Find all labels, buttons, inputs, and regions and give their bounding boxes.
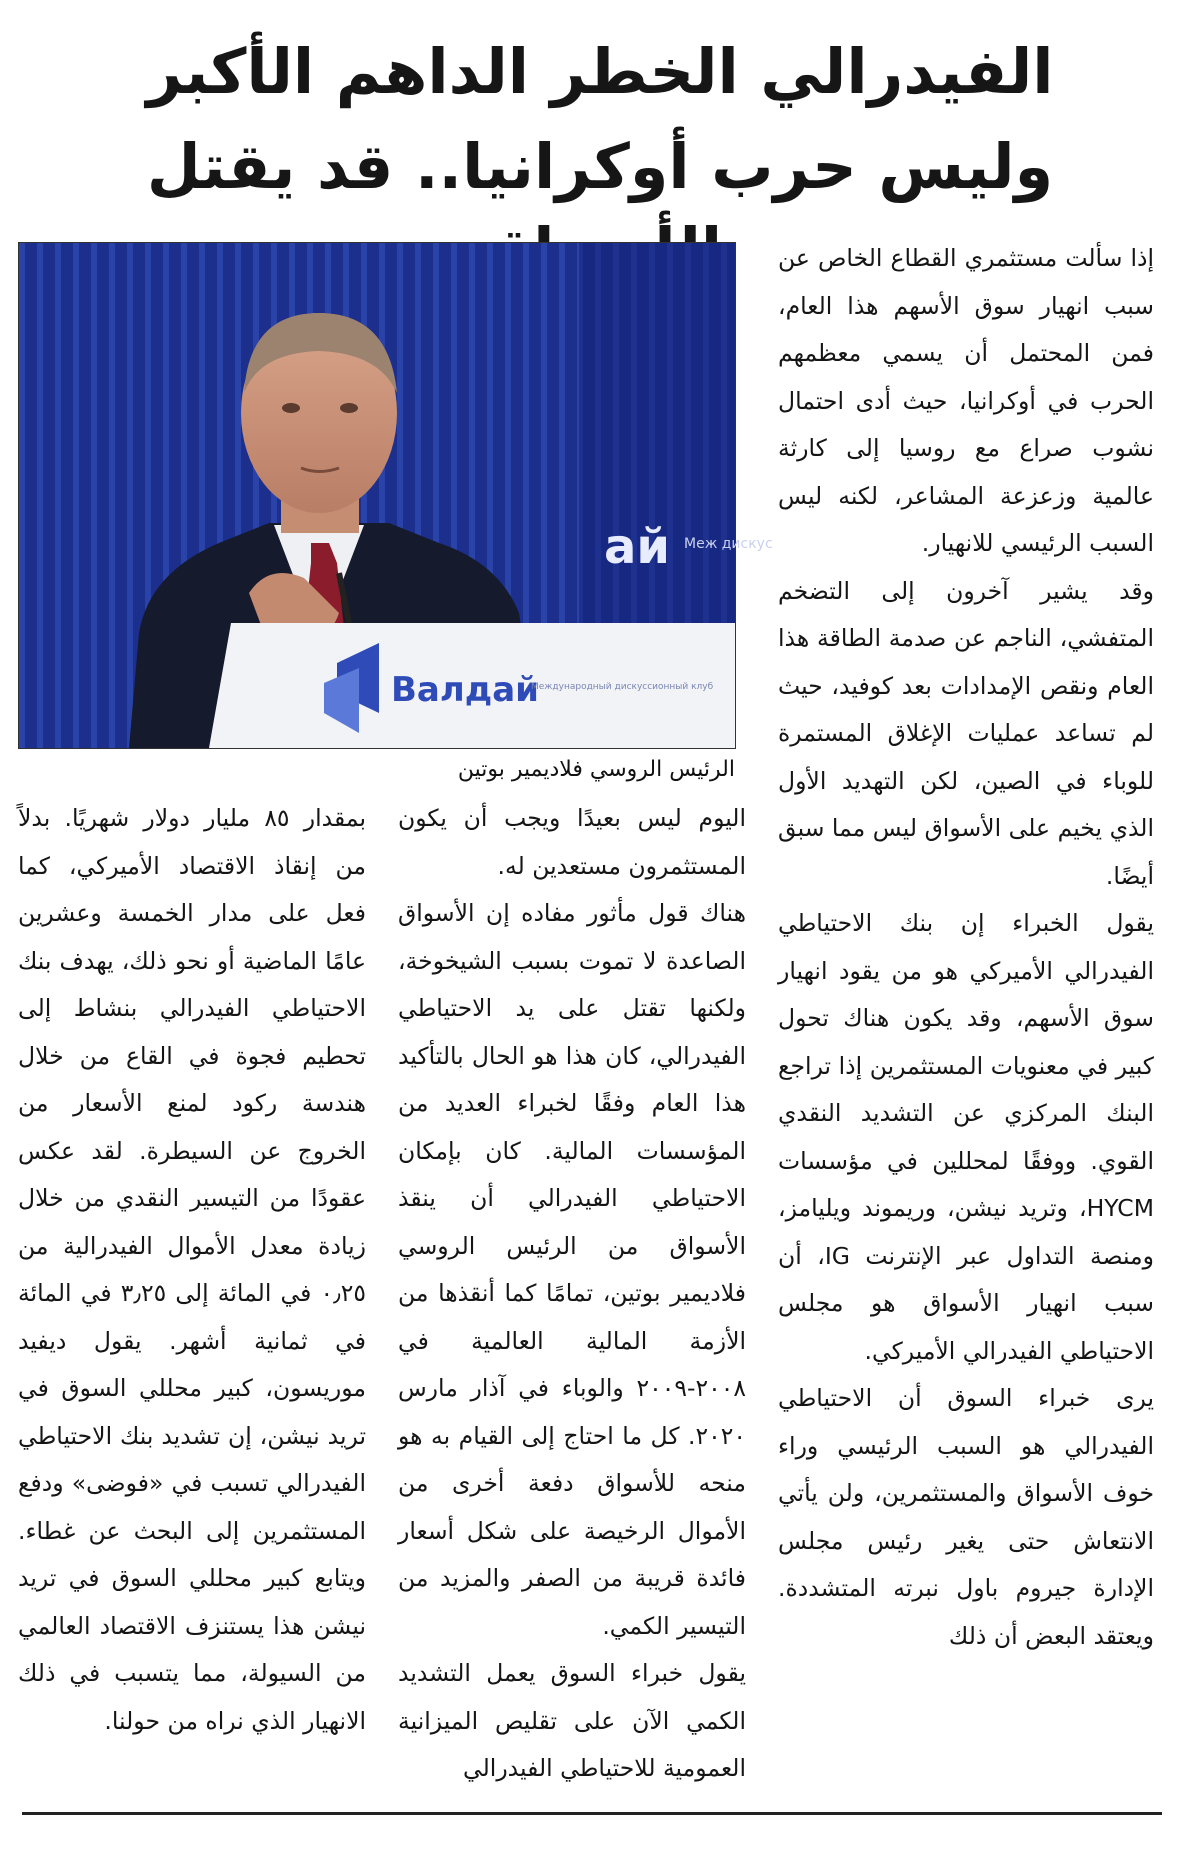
podium-logo-text: Валдай xyxy=(391,670,539,710)
article-column-left xyxy=(18,795,366,1745)
article-column-middle xyxy=(398,795,746,1793)
paragraph: إذا سألت مستثمري القطاع الخاص عن سبب انهيار سوق الأسهم هذا العام، فمن المحتمل أن يسمي معظمهم الحرب في أوكرانيا، حيث أدى احتمال نشوب صراع مع روسيا إلى كارثة عالمية وزعزعة المشاعر، لكنه ليس السبب الرئيسي للانهيار. xyxy=(778,244,1154,557)
paragraph: هناك قول مأثور مفاده إن الأسواق الصاعدة لا تموت بسبب الشيخوخة، ولكنها تقتل على يد الاحتياطي الفيدرالي، كان هذا هو الحال بالتأكيد هذا العام وفقًا لخبراء العديد من المؤسسات المالية. كان بإمكان الاحتياطي الفيدرالي أن ينقذ الأسواق من الرئيس الروسي فلاديمير بوتين، تمامًا كما أنقذها من الأزمة المالية العالمية في ٢٠٠٨-٢٠٠٩ والوباء في آذار مارس ٢٠٢٠. كل ما احتاج إلى القيام به هو منحه للأسواق دفعة أخرى من الأموال الرخيصة على شكل أسعار فائدة قريبة من الصفر والمزيد من التيسير الكمي. xyxy=(398,899,746,1640)
podium-subtext: Международный дискуссионный клуб xyxy=(531,682,714,692)
paragraph: وقد يشير آخرون إلى التضخم المتفشي، الناجم عن صدمة الطاقة هذا العام ونقص الإمدادات بعد كوفيد، حيث لم تساعد عمليات الإغلاق المستمرة للوباء في الصين، لكن التهديد الأول الذي يخيم على الأسواق ليس مما سبق أيضًا. xyxy=(778,576,1154,890)
headline-line-1: الفيدرالي الخطر الداهم الأكبر xyxy=(146,35,1054,108)
paragraph: يقول خبراء السوق يعمل التشديد الكمي الآن على تقليص الميزانية العمومية للاحتياطي الفيدرالي xyxy=(398,1659,746,1782)
backdrop-logo-text: ай xyxy=(604,519,671,575)
paragraph: يرى خبراء السوق أن الاحتياطي الفيدرالي هو السبب الرئيسي وراء خوف الأسواق والمستثمرين، ولن يأتي الانتعاش حتى يغير رئيس مجلس الإدارة جيروم باول نبرته المتشددة. ويعتقد البعض أن ذلك xyxy=(778,1384,1154,1650)
paragraph: بمقدار ٨٥ مليار دولار شهريًا. بدلاً من إنقاذ الاقتصاد الأميركي، كما فعل على مدار الخمسة وعشرين عامًا الماضية أو نحو ذلك، يهدف بنك الاحتياطي الفيدرالي بنشاط إلى تحطيم فجوة في القاع من خلال هندسة ركود لمنع الأسعار من الخروج عن السيطرة. لقد عكس عقودًا من التيسير النقدي من خلال زيادة معدل الأموال الفيدرالية من ٠٫٢٥ في المائة إلى ٣٫٢٥ في المائة في ثمانية أشهر. يقول ديفيد موريسون، كبير محللي السوق في تريد نيشن، إن تشديد بنك الاحتياطي الفيدرالي تسبب في «فوضى» ودفع المستثمرين إلى البحث عن غطاء. ويتابع كبير محللي السوق في تريد نيشن هذا يستنزف الاقتصاد العالمي من السيولة، مما يتسبب في ذلك الانهيار الذي نراه من حولنا. xyxy=(18,804,366,1735)
bottom-rule xyxy=(22,1812,1162,1815)
article-column-right xyxy=(778,235,1154,1660)
headline-line-2: وليس حرب أوكرانيا.. قد يقتل xyxy=(146,130,1054,203)
backdrop-subtext: Меж дискус xyxy=(684,536,773,552)
paragraph: يقول الخبراء إن بنك الاحتياطي الفيدرالي الأميركي هو من يقود انهيار سوق الأسهم، وقد يكون هناك تحول كبير في معنويات المستثمرين إذا تراجع البنك المركزي عن التشديد النقدي القوي. ووفقًا لمحللين في مؤسسات HYCM، وتريد نيشن، وريموند ويليامز، ومنصة التداول عبر الإنترنت IG، أن سبب انهيار الأسواق هو مجلس الاحتياطي الفيدرالي الأميركي. xyxy=(778,909,1154,1365)
photo-caption: الرئيس الروسي فلاديمير بوتين xyxy=(457,757,735,782)
photo-illustration xyxy=(19,243,773,748)
paragraph: اليوم ليس بعيدًا ويجب أن يكون المستثمرون مستعدين له. xyxy=(398,804,746,880)
article-photo xyxy=(18,242,773,749)
